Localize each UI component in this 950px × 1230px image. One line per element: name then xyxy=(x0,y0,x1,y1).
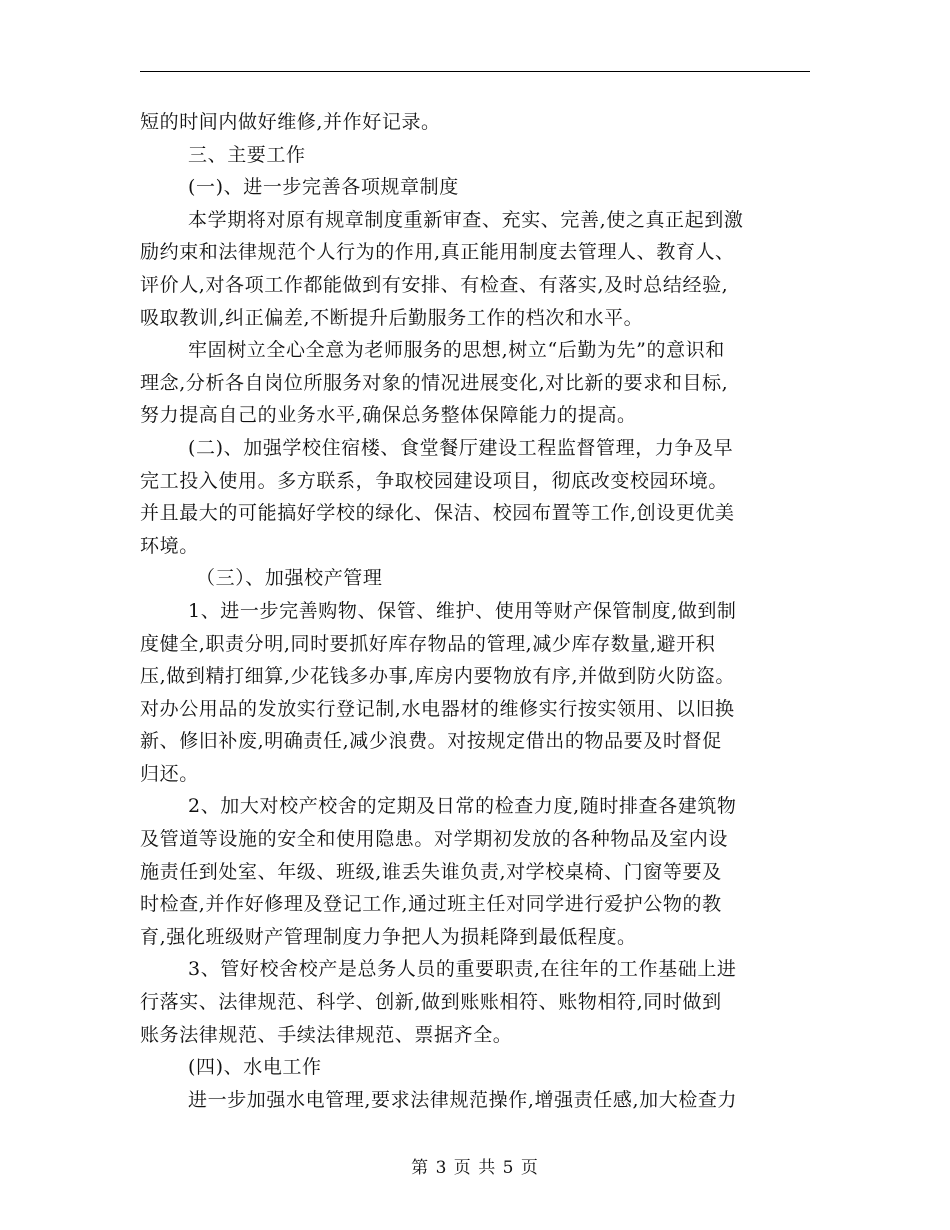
text-line: 环境。 xyxy=(140,534,199,557)
text-line: 对办公用品的发放实行登记制,水电器材的维修实行按实领用、以旧换 xyxy=(140,697,735,720)
text-line: 评价人,对各项工作都能做到有安排、有检查、有落实,及时总结经验, xyxy=(140,273,729,296)
text-line: 并且最大的可能搞好学校的绿化、保洁、校园布置等工作,创设更优美 xyxy=(140,502,735,525)
text-line: 账务法律规范、手续法律规范、票据齐全。 xyxy=(140,1023,513,1046)
subsection-heading: (一)、进一步完善各项规章制度 xyxy=(188,176,459,199)
subsection-heading: (二)、加强学校住宿楼、食堂餐厅建设工程监督管理，力争及早 xyxy=(188,436,734,459)
text-line: 励约束和法律规范个人行为的作用,真正能用制度去管理人、教育人、 xyxy=(140,241,735,264)
text-line: 2、加大对校产校舍的定期及日常的检查力度,随时排查各建筑物 xyxy=(188,795,737,818)
text-line: 吸取教训,纠正偏差,不断提升后勤服务工作的档次和水平。 xyxy=(140,306,644,329)
page-footer: 第 3 页 共 5 页 xyxy=(411,1158,539,1178)
text-line: 短的时间内做好维修,并作好记录。 xyxy=(140,111,441,133)
subsection-heading: (四)、水电工作 xyxy=(188,1056,322,1079)
text-line: 及管道等设施的安全和使用隐患。对学期初发放的各种物品及室内设 xyxy=(140,828,729,851)
document-body xyxy=(140,106,810,1116)
subsection-heading: （三）、加强校产管理 xyxy=(196,567,383,590)
text-line: 归还。 xyxy=(140,762,199,785)
text-line: 理念,分析各自岗位所服务对象的情况进展变化,对比新的要求和目标, xyxy=(140,371,729,394)
text-line: 进一步加强水电管理,要求法律规范操作,增强责任感,加大检查力 xyxy=(188,1088,738,1111)
text-line: 3、管好校舍校产是总务人员的重要职责,在往年的工作基础上进 xyxy=(188,958,737,981)
text-line: 施责任到处室、年级、班级,谁丢失谁负责,对学校桌椅、门窗等要及 xyxy=(140,860,722,883)
text-line: 压,做到精打细算,少花钱多办事,库房内要物放有序,并做到防火防盗。 xyxy=(140,665,735,688)
text-line: 度健全,职责分明,同时要抓好库存物品的管理,减少库存数量,避开积 xyxy=(140,632,716,655)
text-line: 完工投入使用。多方联系，争取校园建设项目，彻底改变校园环境。 xyxy=(140,469,729,492)
section-heading: 三、主要工作 xyxy=(188,143,306,166)
text-line: 本学期将对原有规章制度重新审查、充实、完善,使之真正起到激 xyxy=(188,208,744,231)
text-line: 育,强化班级财产管理制度力争把人为损耗降到最低程度。 xyxy=(140,925,637,948)
text-line: 时检查,并作好修理及登记工作,通过班主任对同学进行爱护公物的教 xyxy=(140,893,722,916)
text-line: 行落实、法律规范、科学、创新,做到账账相符、账物相符,同时做到 xyxy=(140,991,722,1014)
text-line: 新、修旧补废,明确责任,减少浪费。对按规定借出的物品要及时督促 xyxy=(140,730,722,753)
header-rule xyxy=(140,71,810,72)
text-line: 努力提高自己的业务水平,确保总务整体保障能力的提高。 xyxy=(140,404,637,427)
text-line: 牢固树立全心全意为老师服务的思想,树立“后勤为先”的意识和 xyxy=(188,339,725,362)
text-line: 1、进一步完善购物、保管、维护、使用等财产保管制度,做到制 xyxy=(188,599,737,622)
